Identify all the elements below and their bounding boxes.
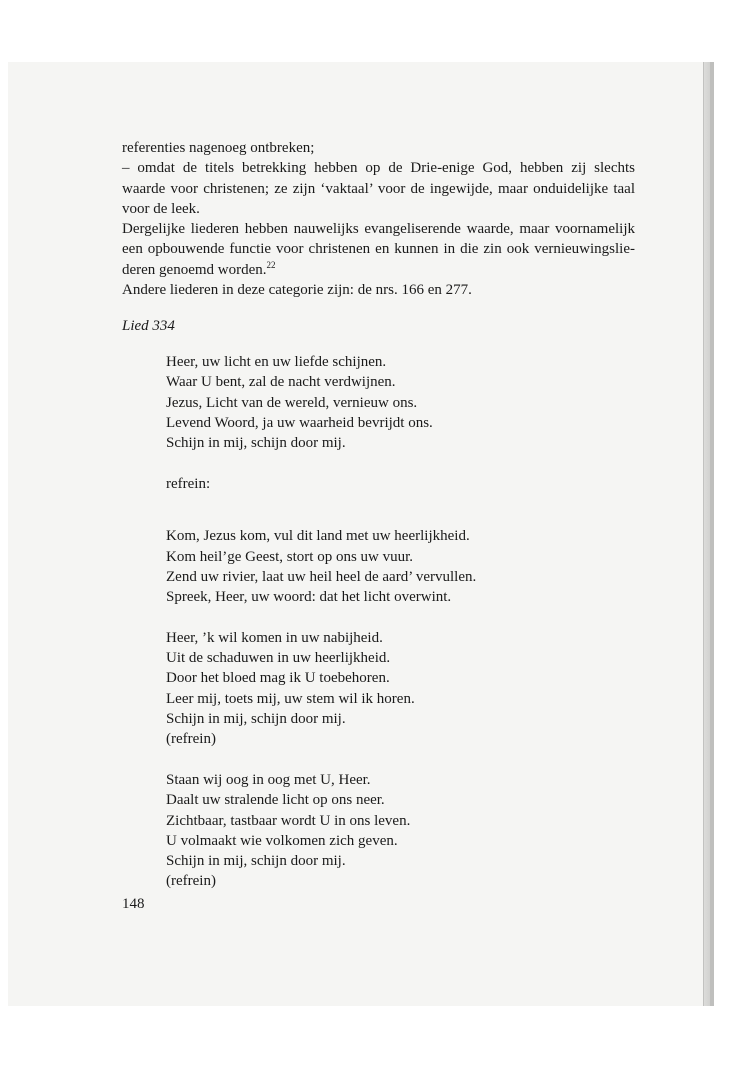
text-line: Dergelijke liederen hebben nauwelijks evangeliserende waarde, maar voornamelijk <box>122 221 635 238</box>
text-line: waarde voor christenen; ze zijn ‘vaktaal’ voor de ingewijde, maar onduidelijke taal <box>122 180 635 197</box>
text-line-content: deren genoemd worden. <box>122 261 267 278</box>
stanza-3-line: Zichtbaar, tastbaar wordt U in ons leven. <box>166 812 411 829</box>
stanza-2-line: Heer, ’k wil komen in uw nabijheid. <box>166 629 383 646</box>
text-line: referenties nagenoeg ontbreken; <box>122 140 315 156</box>
stanza-gap <box>166 494 476 514</box>
stanza-1-line: Levend Woord, ja uw waarheid bevrijdt ons. <box>166 414 433 431</box>
stanza-1-line: Schijn in mij, schijn door mij. <box>166 435 346 452</box>
stanza-1-line: Jezus, Licht van de wereld, vernieuw ons. <box>166 394 418 411</box>
text-line: voor de leek. <box>122 200 200 217</box>
stanza-2-line: Door het bloed mag ik U toebehoren. <box>166 670 390 687</box>
text-line <box>122 260 635 280</box>
intro-paragraph <box>122 138 635 300</box>
text-line: – omdat de titels betrekking hebben op de Drie-enige God, hebben zij slechts <box>122 160 635 177</box>
refrain-line: Zend uw rivier, laat uw heil heel de aard’ vervullen. <box>166 568 477 585</box>
song-lyrics <box>166 352 476 892</box>
page-number: 148 <box>122 896 145 912</box>
refrain-line: Kom, Jezus kom, vul dit land met uw heerlijkheid. <box>166 528 470 545</box>
other-songs-line: Andere liederen in deze categorie zijn: de nrs. 166 en 277. <box>122 282 472 299</box>
page-edge-shadow <box>710 62 714 1006</box>
stanza-3-line: (refrein) <box>166 873 216 890</box>
stanza-1-line: Waar U bent, zal de nacht verdwijnen. <box>166 374 396 391</box>
stanza-3-line: Schijn in mij, schijn door mij. <box>166 853 346 870</box>
song-heading: Lied 334 <box>122 318 175 334</box>
footnote-reference: 22 <box>266 259 276 270</box>
stanza-3-line: Staan wij oog in oog met U, Heer. <box>166 771 371 788</box>
refrain-line: Spreek, Heer, uw woord: dat het licht overwint. <box>166 589 452 606</box>
stanza-3-line: U volmaakt wie volkomen zich geven. <box>166 832 398 849</box>
stanza-2-line: (refrein) <box>166 731 216 748</box>
stanza-gap <box>166 608 476 628</box>
stanza-gap <box>166 750 476 770</box>
refrain-label: refrein: <box>166 475 211 492</box>
stanza-2-line: Uit de schaduwen in uw heerlijkheid. <box>166 650 391 667</box>
refrain-line: Kom heil’ge Geest, stort op ons uw vuur. <box>166 548 414 565</box>
stanza-gap <box>166 453 476 473</box>
stanza-3-line: Daalt uw stralende licht op ons neer. <box>166 792 385 809</box>
stanza-2-line: Leer mij, toets mij, uw stem wil ik horen. <box>166 690 415 707</box>
text-line: een opbouwende functie voor christenen en kunnen in die zin ook vernieuwingslie- <box>122 241 635 258</box>
stanza-gap <box>166 514 476 526</box>
stanza-2-line: Schijn in mij, schijn door mij. <box>166 711 346 728</box>
stanza-1-line: Heer, uw licht en uw liefde schijnen. <box>166 354 387 370</box>
